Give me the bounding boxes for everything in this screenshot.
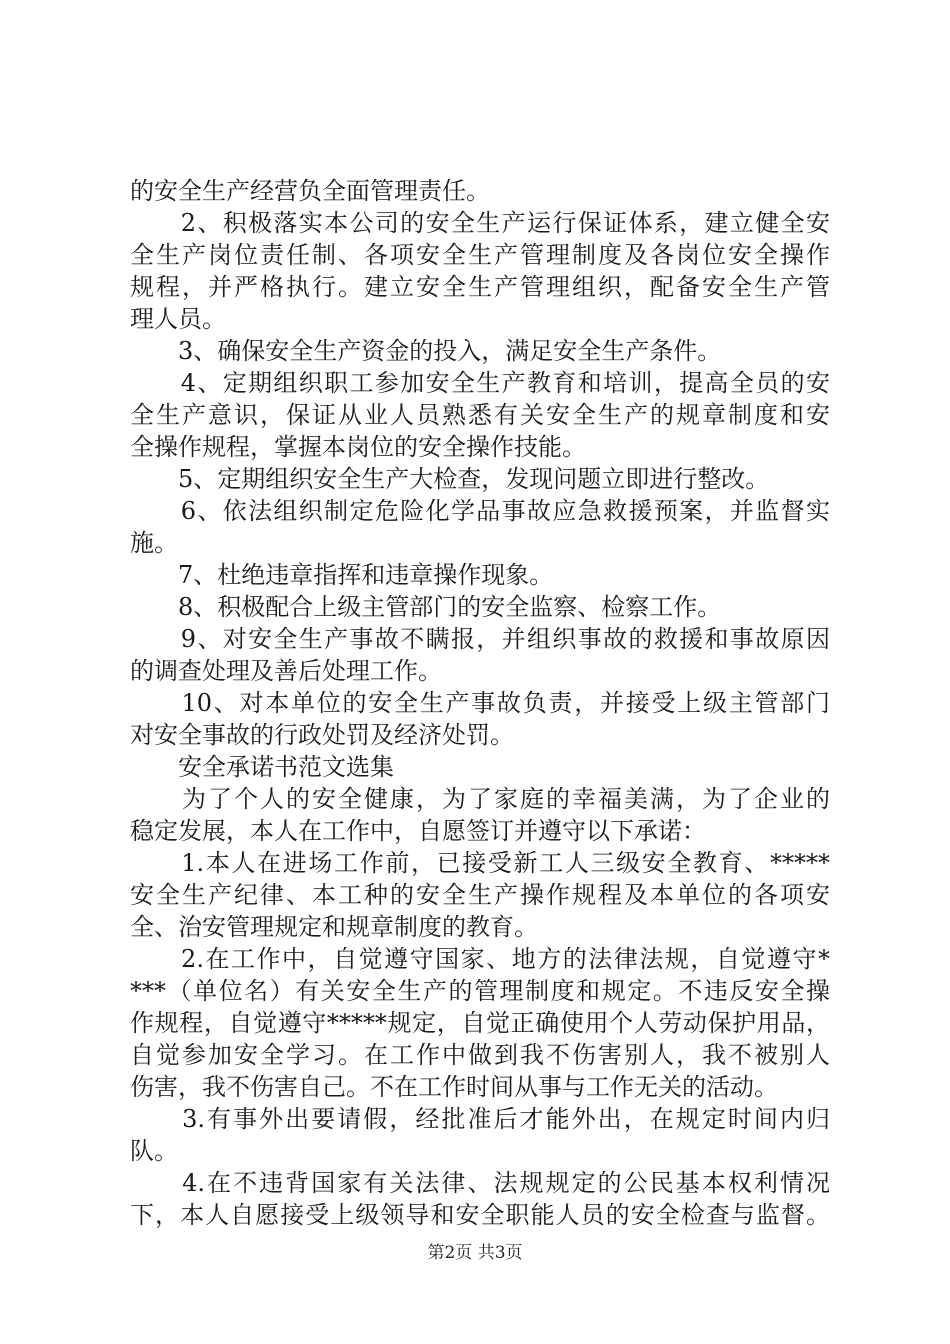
text-line: 9、对安全生产事故不瞒报，并组织事故的救援和事故原因 [130,625,830,653]
text-line: 作规程，自觉遵守*****规定，自觉正确使用个人劳动保护用品， [130,1009,830,1037]
text-line: 安全生产纪律、本工种的安全生产操作规程及本单位的各项安 [130,881,830,909]
text-line: ***（单位名）有关安全生产的管理制度和规定。不违反安全操 [130,977,830,1005]
text-line: 5、定期组织安全生产大检查，发现问题立即进行整改。 [130,465,770,493]
text-line: 4.在不违背国家有关法律、法规规定的公民基本权利情况 [130,1169,830,1197]
text-line: 稳定发展，本人在工作中，自愿签订并遵守以下承诺： [130,817,706,845]
text-line: 3.有事外出要请假，经批准后才能外出，在规定时间内归 [130,1105,830,1133]
text-line: 1.本人在进场工作前，已接受新工人三级安全教育、***** [130,849,830,877]
text-line: 伤害，我不伤害自己。不在工作时间从事与工作无关的活动。 [130,1073,778,1101]
text-line: 下，本人自愿接受上级领导和安全职能人员的安全检查与监督。 [130,1201,830,1229]
section-title: 安全承诺书范文选集 [130,753,394,781]
text-line: 全、治安管理规定和规章制度的教育。 [130,913,538,941]
text-line: 2、积极落实本公司的安全生产运行保证体系，建立健全安 [130,209,830,237]
text-line: 全生产岗位责任制、各项安全生产管理制度及各岗位安全操作 [130,241,830,269]
text-line: 6、依法组织制定危险化学品事故应急救援预案，并监督实 [130,497,830,525]
text-line: 全生产意识，保证从业人员熟悉有关安全生产的规章制度和安 [130,401,830,429]
text-line: 3、确保安全生产资金的投入，满足安全生产条件。 [130,337,722,365]
text-line: 的调查处理及善后处理工作。 [130,657,442,685]
text-line: 7、杜绝违章指挥和违章操作现象。 [130,561,554,589]
text-line: 队。 [130,1137,178,1165]
text-line: 自觉参加安全学习。在工作中做到我不伤害别人，我不被别人 [130,1041,830,1069]
text-line: 规程，并严格执行。建立安全生产管理组织，配备安全生产管 [130,273,830,301]
text-line: 4、定期组织职工参加安全生产教育和培训，提高全员的安 [130,369,830,397]
page-number: 第2页 共3页 [427,1243,523,1263]
text-line: 为了个人的安全健康，为了家庭的幸福美满，为了企业的 [130,785,830,813]
text-line: 理人员。 [130,305,226,333]
text-line: 10、对本单位的安全生产事故负责，并接受上级主管部门 [130,689,830,717]
text-line: 8、积极配合上级主管部门的安全监察、检察工作。 [130,593,722,621]
text-line: 全操作规程，掌握本岗位的安全操作技能。 [130,433,586,461]
text-line: 对安全事故的行政处罚及经济处罚。 [130,721,514,749]
text-line: 2.在工作中，自觉遵守国家、地方的法律法规，自觉遵守* [130,945,830,973]
text-line: 的安全生产经营负全面管理责任。 [130,177,490,205]
text-line: 施。 [130,529,178,557]
